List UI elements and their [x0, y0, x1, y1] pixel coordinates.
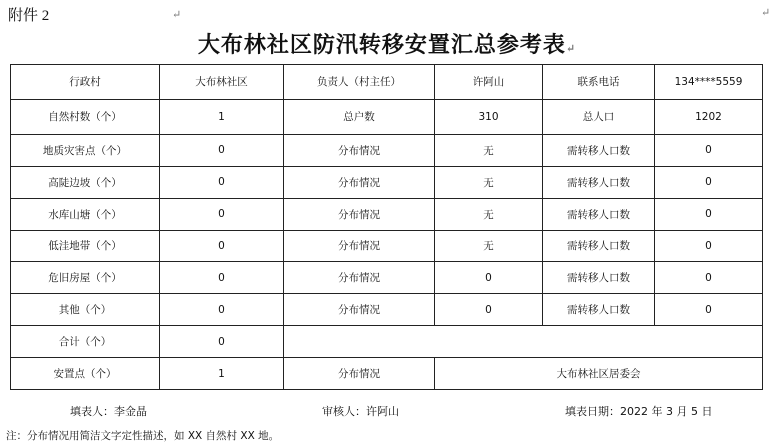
table-cell: 行政村	[11, 65, 160, 100]
table-cell: 许阿山	[435, 65, 543, 100]
table-cell: 0	[655, 294, 763, 326]
table-row	[11, 134, 763, 166]
filler-signature: 填表人：李金晶	[70, 405, 147, 418]
table-cell: 大布林社区	[160, 65, 284, 100]
table-cell: 总户数	[284, 99, 435, 134]
table-row	[11, 230, 763, 262]
table-row	[11, 294, 763, 326]
table-row	[11, 166, 763, 198]
table-cell: 负责人（村主任）	[284, 65, 435, 100]
table-cell: 0	[435, 294, 543, 326]
table-cell: 无	[435, 230, 543, 262]
table-cell: 联系电话	[543, 65, 655, 100]
paragraph-mark: ↵	[172, 9, 182, 21]
table-cell: 需转移人口数	[543, 198, 655, 230]
table-cell: 1	[160, 99, 284, 134]
table-cell: 1	[160, 358, 284, 390]
table-cell: 0	[655, 198, 763, 230]
table-cell: 安置点（个）	[11, 358, 160, 390]
fill-date: 填表日期：2022 年 3 月 5 日	[565, 405, 713, 418]
page-title: 大布林社区防汛转移安置汇总参考表↵	[197, 32, 577, 57]
table-cell: 高陡边坡（个）	[11, 166, 160, 198]
table-cell: 0	[160, 326, 284, 358]
table-cell: 0	[160, 134, 284, 166]
table-row	[11, 198, 763, 230]
table-row	[11, 65, 763, 100]
table-cell: 合计（个）	[11, 326, 160, 358]
table-cell: 自然村数（个）	[11, 99, 160, 134]
summary-table	[10, 64, 763, 390]
table-cell: 分布情况	[284, 230, 435, 262]
table-cell: 大布林社区居委会	[435, 358, 763, 390]
table-row	[11, 326, 763, 358]
table-cell: 其他（个）	[11, 294, 160, 326]
table-cell: 0	[655, 134, 763, 166]
table-cell: 无	[435, 166, 543, 198]
table-cell: 310	[435, 99, 543, 134]
table-cell: 分布情况	[284, 198, 435, 230]
table-cell: 低洼地带（个）	[11, 230, 160, 262]
table-cell: 需转移人口数	[543, 166, 655, 198]
paragraph-mark: ↵	[761, 7, 771, 19]
table-cell: 总人口	[543, 99, 655, 134]
table-cell: 134****5559	[655, 65, 763, 100]
table-cell: 0	[160, 294, 284, 326]
table-cell: 需转移人口数	[543, 134, 655, 166]
table-cell: 0	[655, 262, 763, 294]
table-cell: 0	[160, 262, 284, 294]
table-cell: 分布情况	[284, 262, 435, 294]
attachment-label: 附件 2	[8, 8, 50, 24]
table-row	[11, 358, 763, 390]
table-cell: 需转移人口数	[543, 230, 655, 262]
table-cell: 分布情况	[284, 166, 435, 198]
table-cell: 0	[655, 230, 763, 262]
table-cell: 0	[160, 166, 284, 198]
table-cell: 0	[435, 262, 543, 294]
table-cell: 1202	[655, 99, 763, 134]
table-cell: 无	[435, 134, 543, 166]
table-cell: 需转移人口数	[543, 294, 655, 326]
table-row	[11, 99, 763, 134]
table-cell: 无	[435, 198, 543, 230]
table-cell: 需转移人口数	[543, 262, 655, 294]
table-cell: 危旧房屋（个）	[11, 262, 160, 294]
table-cell: 0	[160, 230, 284, 262]
table-cell: 分布情况	[284, 294, 435, 326]
footnote: 注：分布情况用简洁文字定性描述，如 XX 自然村 XX 地。	[6, 430, 280, 442]
table-cell: 地质灾害点（个）	[11, 134, 160, 166]
table-row	[11, 262, 763, 294]
table-cell: 分布情况	[284, 134, 435, 166]
table-cell	[284, 326, 763, 358]
table-cell: 0	[655, 166, 763, 198]
reviewer-signature: 审核人：许阿山	[322, 405, 399, 418]
table-cell: 0	[160, 198, 284, 230]
table-cell: 水库山塘（个）	[11, 198, 160, 230]
table-cell: 分布情况	[284, 358, 435, 390]
